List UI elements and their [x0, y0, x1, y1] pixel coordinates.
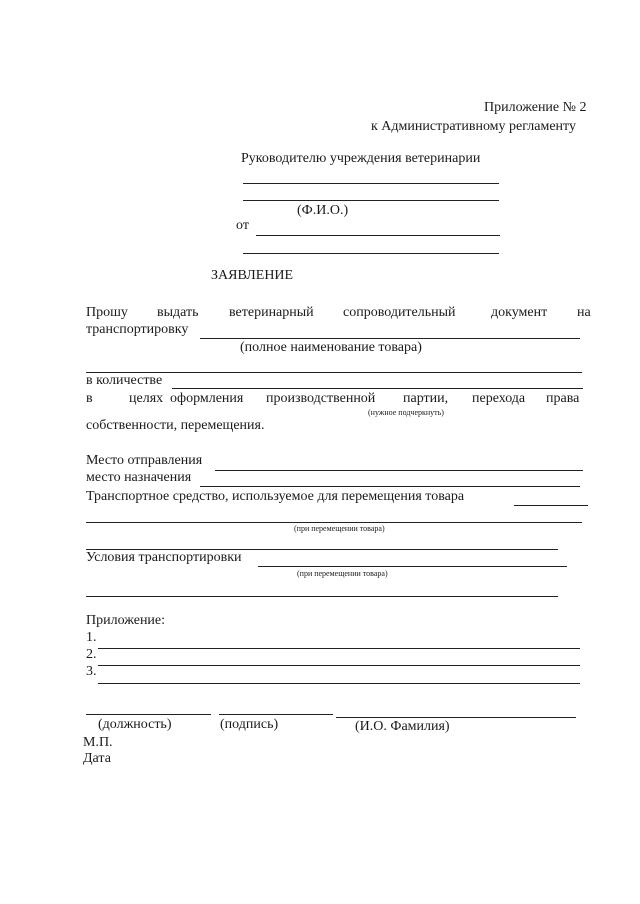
fio-hint: (Ф.И.О.)	[297, 203, 349, 218]
request-word-5: документ	[491, 305, 548, 320]
transport-line[interactable]	[200, 338, 580, 339]
movement-hint-2: (при перемещении товара)	[297, 569, 388, 578]
underline-hint: (нужное подчеркнуть)	[368, 408, 444, 417]
request-word-3: ветеринарный	[229, 305, 314, 320]
stamp-label: М.П.	[83, 735, 113, 750]
attachment-line-3[interactable]	[98, 683, 580, 684]
appendix-regulation: к Административному регламенту	[371, 119, 576, 134]
destination-line[interactable]	[200, 486, 580, 487]
purpose-word-7: права	[546, 391, 580, 406]
purpose-word-1: в	[86, 391, 93, 406]
departure-label: Место отправления	[86, 453, 203, 468]
addressee-line-1[interactable]	[243, 183, 499, 184]
request-word-1: Прошу	[86, 305, 128, 320]
appendix-number: Приложение № 2	[484, 100, 587, 115]
addressee-line-2[interactable]	[243, 200, 499, 201]
document-title: ЗАЯВЛЕНИЕ	[211, 268, 294, 283]
from-label: от	[236, 218, 249, 233]
from-line-2[interactable]	[243, 253, 499, 254]
goods-hint: (полное наименование товара)	[240, 340, 422, 355]
name-line[interactable]	[336, 717, 576, 718]
signature-hint: (подпись)	[220, 717, 279, 732]
conditions-line[interactable]	[258, 566, 567, 567]
vehicle-line-2[interactable]	[86, 522, 582, 523]
request-word-2: выдать	[157, 305, 199, 320]
vehicle-line-1[interactable]	[514, 505, 588, 506]
attachment-line-1[interactable]	[98, 648, 580, 649]
purpose-word-6: перехода	[472, 391, 526, 406]
position-line[interactable]	[86, 714, 211, 715]
purpose-end: собственности, перемещения.	[86, 418, 265, 433]
departure-line[interactable]	[215, 470, 583, 471]
date-label: Дата	[83, 751, 111, 766]
attachments-label: Приложение:	[86, 613, 166, 628]
transport-label: транспортировку	[86, 322, 189, 337]
quantity-line[interactable]	[172, 388, 583, 389]
attachment-number-2: 2.	[86, 647, 97, 662]
attachment-number-3: 3.	[86, 664, 97, 679]
purpose-word-4: производственной	[266, 391, 376, 406]
attachment-number-1: 1.	[86, 630, 97, 645]
purpose-word-5: партии,	[403, 391, 449, 406]
from-line-1[interactable]	[256, 235, 500, 236]
request-word-4: сопроводительный	[343, 305, 456, 320]
conditions-line-2[interactable]	[86, 596, 558, 597]
attachment-line-2[interactable]	[98, 665, 580, 666]
position-hint: (должность)	[98, 717, 172, 732]
signature-line[interactable]	[219, 714, 333, 715]
name-hint: (И.О. Фамилия)	[355, 719, 450, 734]
movement-hint-1: (при перемещении товара)	[294, 524, 385, 533]
quantity-label: в количестве	[86, 373, 163, 388]
vehicle-label: Транспортное средство, используемое для перемещения товара	[86, 489, 465, 504]
purpose-word-2: целях	[129, 391, 164, 406]
destination-label: место назначения	[86, 470, 192, 485]
request-word-6: на	[577, 305, 591, 320]
conditions-label: Условия транспортировки	[86, 550, 242, 565]
addressee-title: Руководителю учреждения ветеринарии	[241, 151, 481, 166]
purpose-word-3: оформления	[170, 391, 244, 406]
